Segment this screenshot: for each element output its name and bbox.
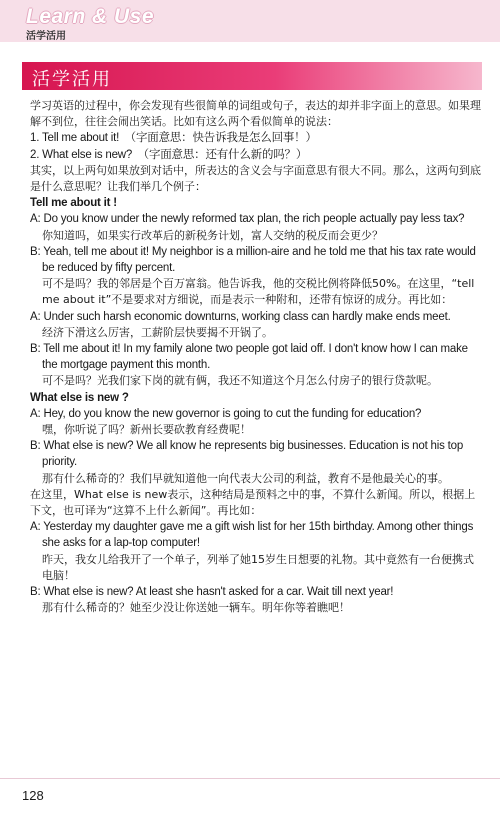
translation-line: 那有什么稀奇的？她至少没让你送她一辆车。明年你等着瞧吧！ xyxy=(42,601,350,615)
section-title: 活学活用 xyxy=(32,69,112,90)
section-1-dialogue xyxy=(30,211,482,389)
header-title: Learn & Use xyxy=(26,5,155,28)
dialogue-line: A: Do you know under the newly reformed tax plan, the rich people actually pay less tax? xyxy=(30,213,465,226)
heading-tell-me-about-it: Tell me about it ! xyxy=(30,197,117,210)
footer-rule xyxy=(0,778,500,779)
dialogue-line: A: Under such harsh economic downturns, working class can hardly make ends meet. xyxy=(30,310,451,323)
translation-line: 昨天，我女儿给我开了一个单子，列举了她15岁生日想要的礼物。其中竟然有一台便携式电脑！ xyxy=(42,552,474,582)
intro-item-1: 1. Tell me about it! （字面意思：快告诉我是怎么回事！） xyxy=(30,132,317,145)
page-number: 128 xyxy=(22,788,44,803)
translation-line: 经济下滑这么厉害，工薪阶层快要揭不开锅了。 xyxy=(42,325,273,339)
dialogue-line: B: Tell me about it! In my family alone two people got laid off. I don't know how I can make the mortgage payment this month. xyxy=(30,343,468,372)
intro-conclusion: 其实，以上两句如果放到对话中，所表达的含义会与字面意思有很大不同。那么，这两句到底是什么意思呢？让我们举几个例子： xyxy=(30,163,481,194)
dialogue-line: B: Yeah, tell me about it! My neighbor is a million-aire and he told me that his tax rate would be reduced by fifty percent. xyxy=(30,245,476,275)
intro-item-2: 2. What else is new? （字面意思：还有什么新的吗？） xyxy=(30,148,308,161)
translation-line: 嘿，你听说了吗？新州长要砍教育经费呢！ xyxy=(42,423,251,437)
dialogue-line: A: Hey, do you know the new governor is going to cut the funding for education? xyxy=(30,407,422,420)
header-subtitle: 活学活用 xyxy=(26,31,66,42)
dialogue-line: A: Yesterday my daughter gave me a gift wish list for her 15th birthday. Among other things she asks for a lap-top computer! xyxy=(30,521,474,550)
dialogue-line: B: What else is new? We all know he represents big businesses. Education is not his top priority. xyxy=(30,440,464,469)
article-body xyxy=(30,98,482,617)
section-title-bar xyxy=(22,62,482,90)
translation-line: 那有什么稀奇的？我们早就知道他一向代表大公司的利益，教育不是他最关心的事。 xyxy=(42,471,449,485)
translation-line: 可不是吗？光我们家下岗的就有俩，我还不知道这个月怎么付房子的银行贷款呢。 xyxy=(42,374,438,388)
translation-line: 可不是吗？我的邻居是个百万富翁。他告诉我，他的交税比例将降低50%。在这里，“tell me about it”不是要求对方细说，而是表示一种附和，还带有惊讶的成分。再比如： xyxy=(42,277,475,307)
heading-what-else-is-new: What else is new ? xyxy=(30,391,129,404)
translation-line: 你知道吗，如果实行改革后的新税务计划，富人交纳的税反而会更少？ xyxy=(42,228,383,242)
section-2-dialogue xyxy=(30,406,482,617)
intro-paragraph: 学习英语的过程中，你会发现有些很简单的词组或句子，表达的却并非字面上的意思。如果理解不到位，往往会闹出笑话。比如有这么两个看似简单的说法： xyxy=(30,99,481,129)
dialogue-line: B: What else is new? At least she hasn't asked for a car. Wait till next year! xyxy=(30,586,394,599)
explanation-line: 在这里，What else is new表示，这种结局是预料之中的事，不算什么新闻。所以，根据上下文，也可译为“这算不上什么新闻”。再比如： xyxy=(30,487,476,518)
